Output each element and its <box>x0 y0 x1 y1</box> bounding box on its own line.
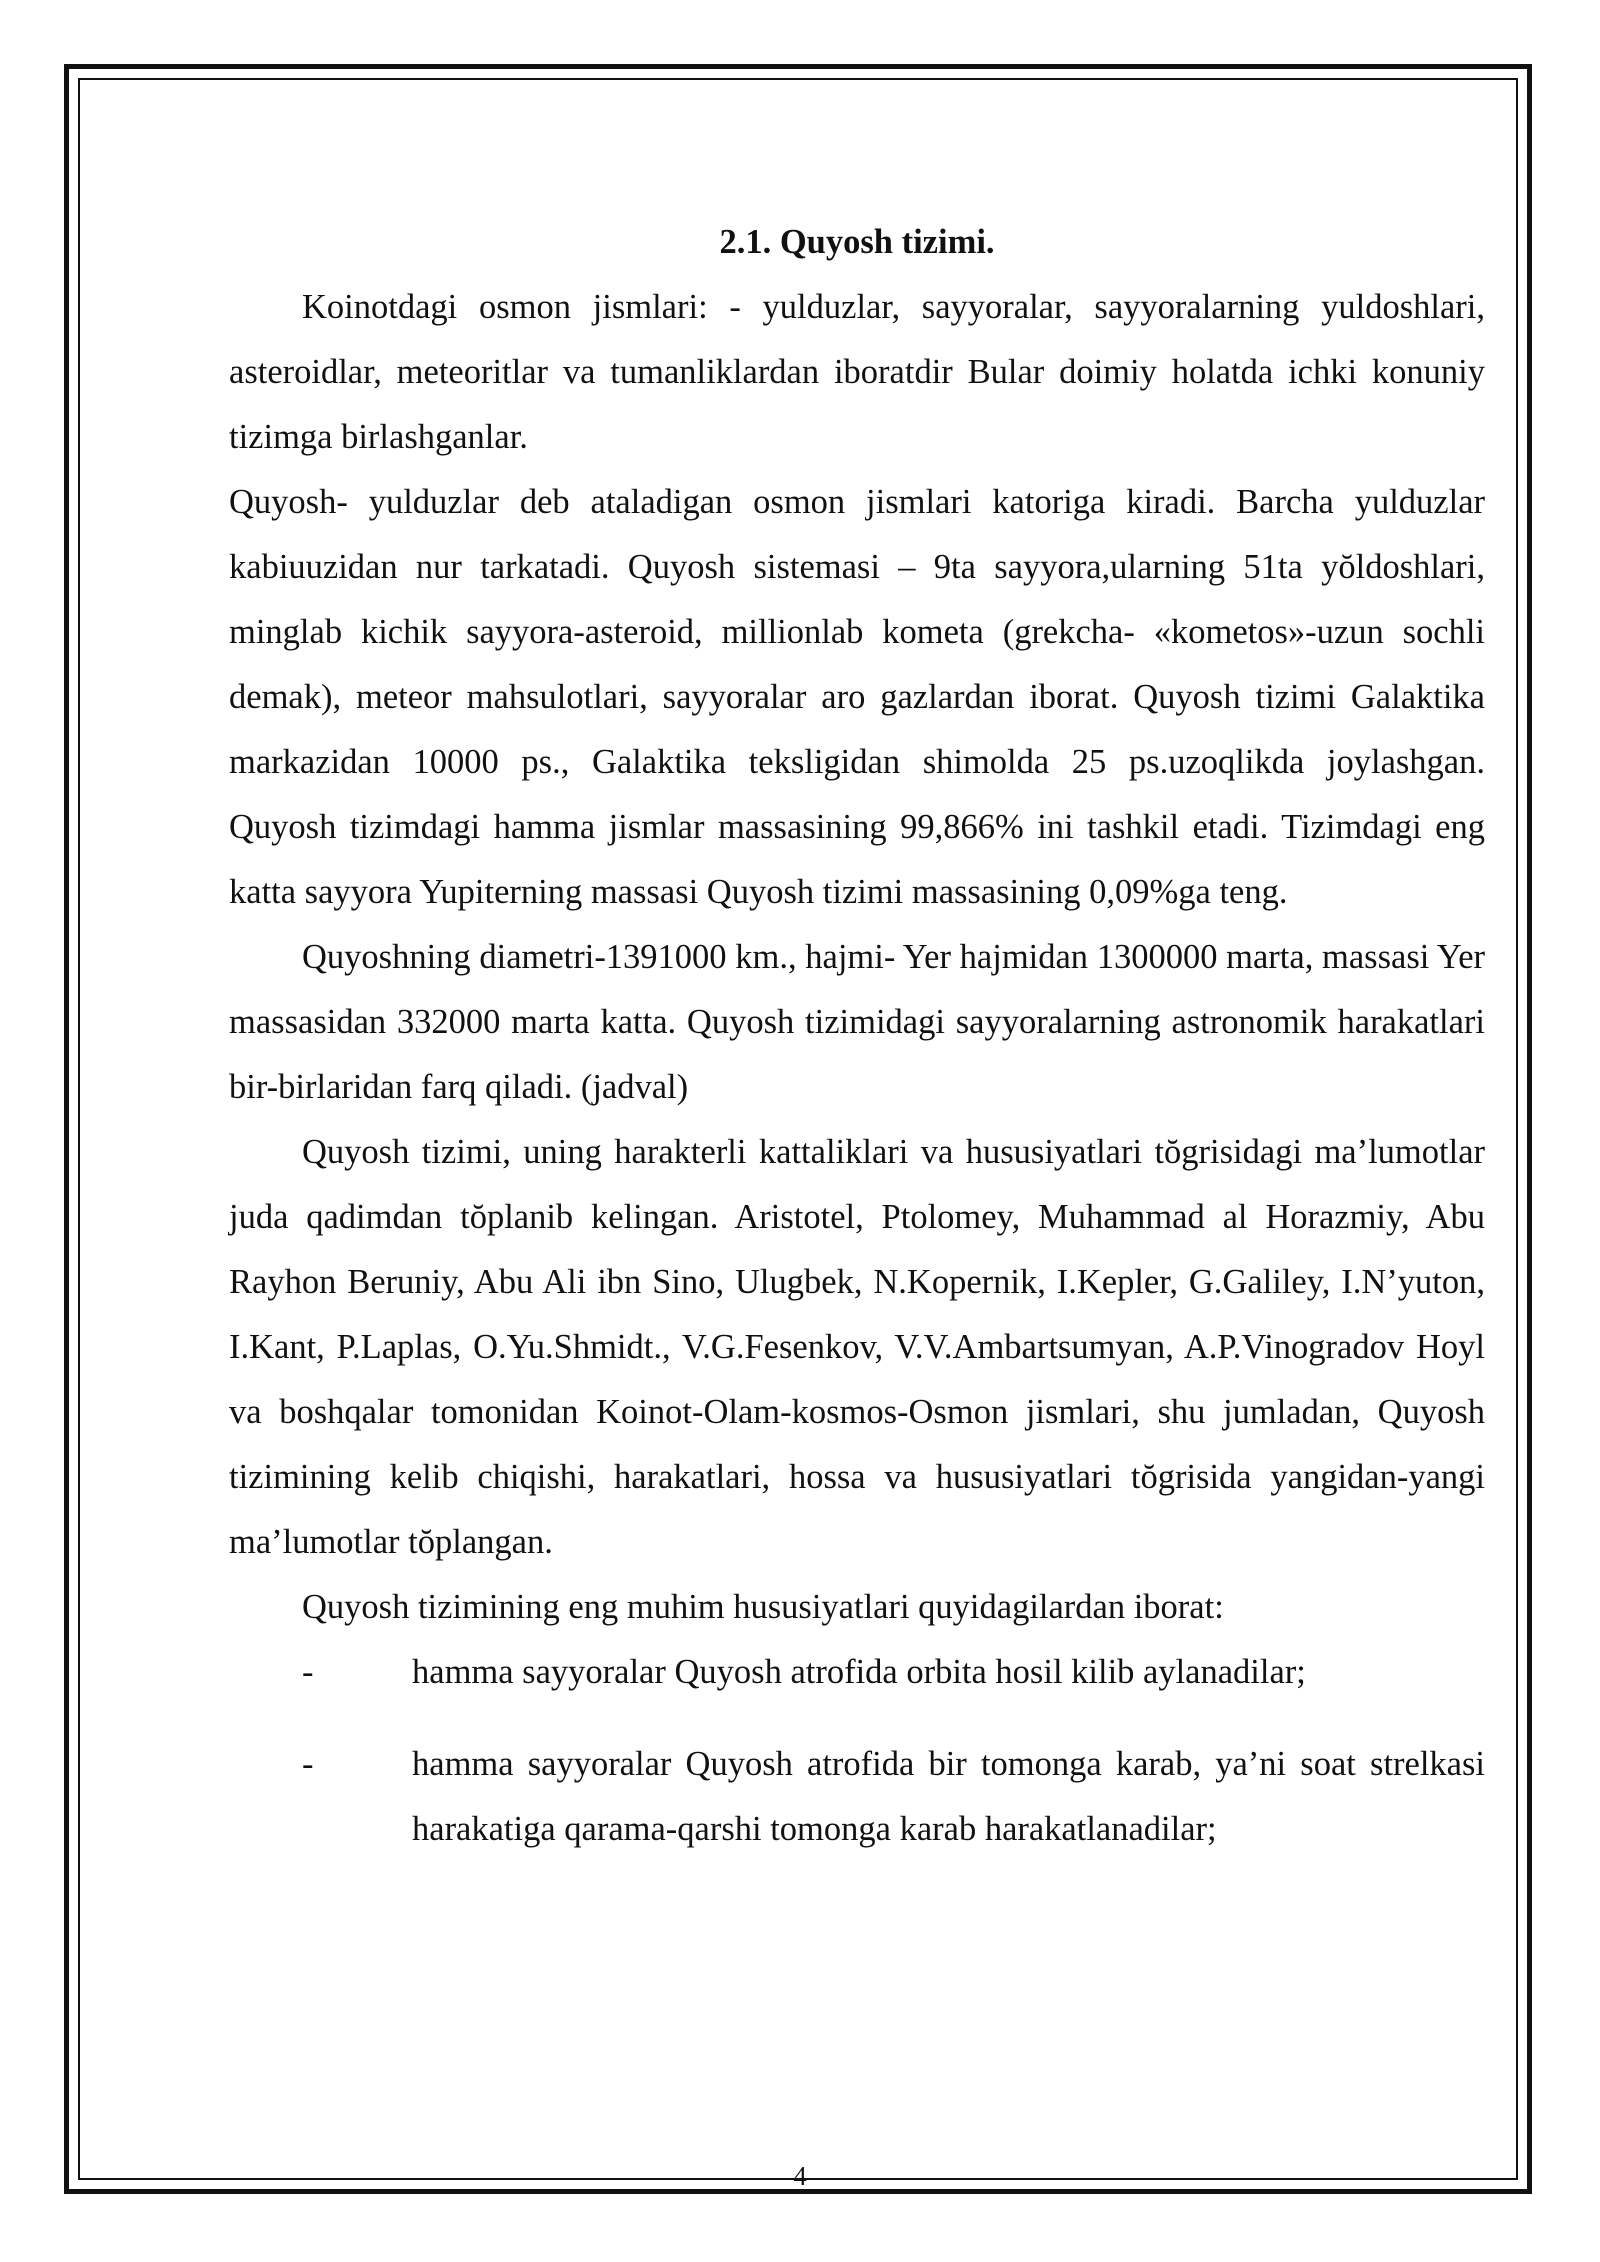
paragraph-5: Quyosh tizimining eng muhim hususiyatlari quyidagilardan iborat: <box>302 1588 1224 1626</box>
paragraph-3: Quyoshning diametri-1391000 km., hajmi- Yer hajmidan 1300000 marta, massasi Yer massasidan 332000 marta katta. Quyosh tizimidagi sayyoralarning astronomik harakatlari bir-birlaridan farq qiladi. (jadval) <box>229 938 1485 1106</box>
paragraph-4: Quyosh tizimi, uning harakterli kattaliklari va hususiyatlari tŏgrisidagi ma’lumotlar juda qadimdan tŏplanib kelingan. Aristotel, Ptolomey, Muhammad al Horazmiy, Abu Rayhon Beruniy, Abu Ali ibn Sino, Ulugbek, N.Kopernik, I.Kepler, G.Galiley, I.N’yuton, I.Kant, P.Laplas, O.Yu.Shmidt., V.G.Fesenkov, V.V.Ambartsumyan, A.P.Vinogradov Hoyl va boshqalar tomonidan Koinot-Olam-kosmos-Osmon jismlari, shu jumladan, Quyosh tizimining kelib chiqishi, harakatlari, hossa va hususiyatlari tŏgrisida yangidan-yangi ma’lumotlar tŏplangan. <box>229 1133 1485 1561</box>
list-item <box>229 1732 1485 1862</box>
list-item <box>229 1640 1485 1705</box>
list-marker: - <box>302 1745 314 1783</box>
properties-list <box>229 1640 1485 1862</box>
list-item-text: hamma sayyoralar Quyosh atrofida bir tomonga karab, ya’ni soat strelkasi harakatiga qarama-qarshi tomonga karab harakatlanadilar; <box>412 1745 1485 1848</box>
paragraph-2: Quyosh- yulduzlar deb ataladigan osmon jismlari katoriga kiradi. Barcha yulduzlar kabiuuzidan nur tarkatadi. Quyosh sistemasi – 9ta sayyora,ularning 51ta yŏldoshlari, minglab kichik sayyora-asteroid, millionlab kometa (grekcha- «kometos»-uzun sochli demak), meteor mahsulotlari, sayyoralar aro gazlardan iborat. Quyosh tizimi Galaktika markazidan 10000 ps., Galaktika teksligidan shimolda 25 ps.uzoqlikda joylashgan. Quyosh tizimdagi hamma jismlar massasining 99,866% ini tashkil etadi. Tizimdagi eng katta sayyora Yupiterning massasi Quyosh tizimi massasining 0,09%ga teng. <box>229 483 1485 911</box>
list-marker: - <box>302 1653 314 1691</box>
page-content <box>229 210 1485 1862</box>
section-title: 2.1. Quyosh tizimi. <box>719 223 995 261</box>
paragraph-1: Koinotdagi osmon jismlari: - yulduzlar, sayyoralar, sayyoralarning yuldoshlari, asteroidlar, meteoritlar va tumanliklardan iboratdir Bular doimiy holatda ichki konuniy tizimga birlashganlar. <box>229 288 1485 456</box>
list-item-text: hamma sayyoralar Quyosh atrofida orbita hosil kilib aylanadilar; <box>412 1653 1306 1691</box>
page-number: 4 <box>793 2161 807 2191</box>
